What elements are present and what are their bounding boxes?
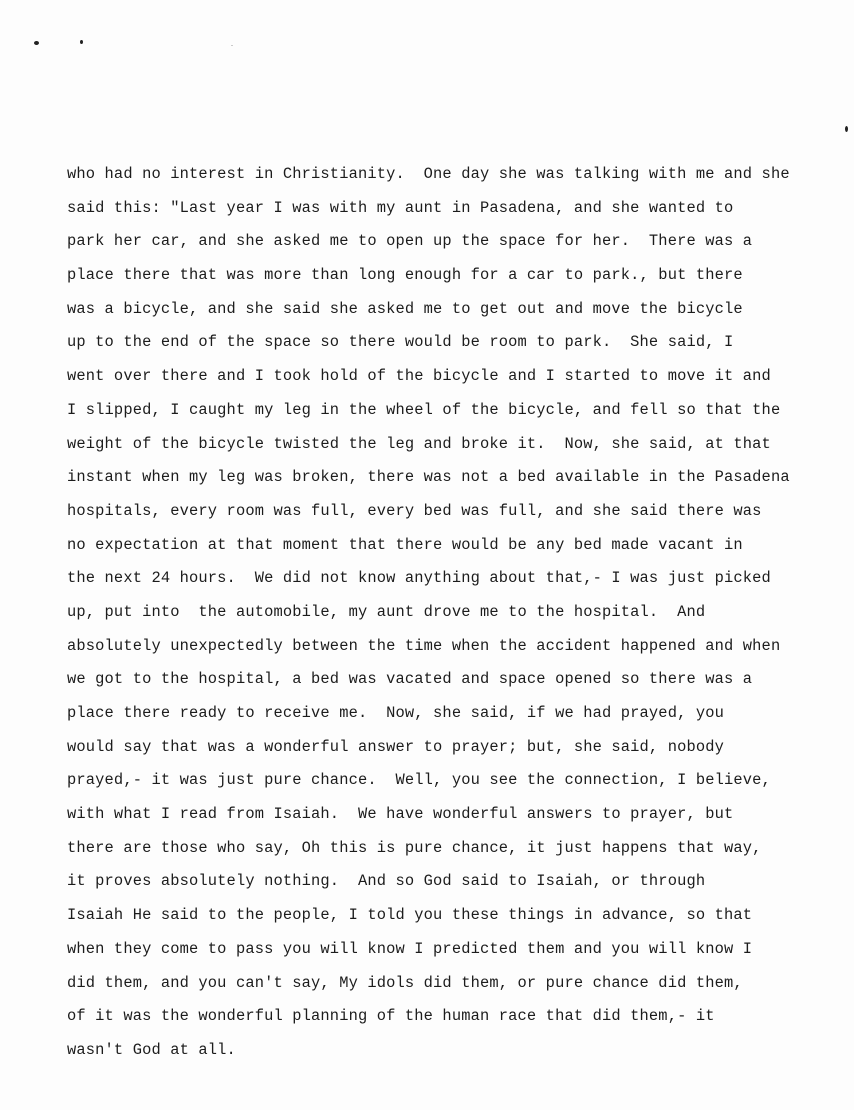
text-line: we got to the hospital, a bed was vacated and space opened so there was a [67,670,753,689]
text-line: park her car, and she asked me to open up the space for her. There was a [67,232,753,251]
text-line: there are those who say, Oh this is pure chance, it just happens that way, [67,838,762,857]
text-line: place there ready to receive me. Now, she said, if we had prayed, you [67,704,725,722]
text-line: Isaiah He said to the people, I told you these things in advance, so that [67,906,753,925]
text-line: went over there and I took hold of the bicycle and I started to move it and [67,367,771,386]
text-line: wasn't God at all. [67,1040,236,1059]
text-line: the next 24 hours. We did not know anything about that,- I was just picked [67,569,771,588]
text-line: instant when my leg was broken, there was not a bed available in the Pasadena [67,468,790,487]
text-line: up, put into the automobile, my aunt drove me to the hospital. And [67,602,706,621]
text-line: it proves absolutely nothing. And so God said to Isaiah, or through [67,872,706,891]
text-line: prayed,- it was just pure chance. Well, you see the connection, I believe, [67,771,771,790]
text-line: absolutely unexpectedly between the time when the accident happened and when [67,636,781,655]
ink-speck [34,41,39,45]
text-line: would say that was a wonderful answer to prayer; but, she said, nobody [67,737,725,756]
text-line: said this: "Last year I was with my aunt in Pasadena, and she wanted to [67,198,734,217]
ink-speck [845,126,848,132]
text-line: up to the end of the space so there would be room to park. She said, I [67,333,734,352]
text-line: who had no interest in Christianity. One day she was talking with me and she [67,165,790,183]
text-line: when they come to pass you will know I predicted them and you will know I [67,939,753,958]
typed-text-body [67,164,847,1074]
ink-speck [80,40,83,44]
ink-speck [231,45,233,46]
text-line: weight of the bicycle twisted the leg and broke it. Now, she said, at that [67,434,771,453]
text-line: was a bicycle, and she said she asked me to get out and move the bicycle [67,299,743,318]
text-line: I slipped, I caught my leg in the wheel of the bicycle, and fell so that the [67,400,781,419]
text-line: place there that was more than long enough for a car to park., but there [67,266,743,285]
text-line: no expectation at that moment that there would be any bed made vacant in [67,535,743,554]
text-line: with what I read from Isaiah. We have wonderful answers to prayer, but [67,805,734,824]
text-line: did them, and you can't say, My idols did them, or pure chance did them, [67,973,743,992]
text-line: hospitals, every room was full, every bed was full, and she said there was [67,501,762,520]
text-line: of it was the wonderful planning of the human race that did them,- it [67,1007,715,1026]
